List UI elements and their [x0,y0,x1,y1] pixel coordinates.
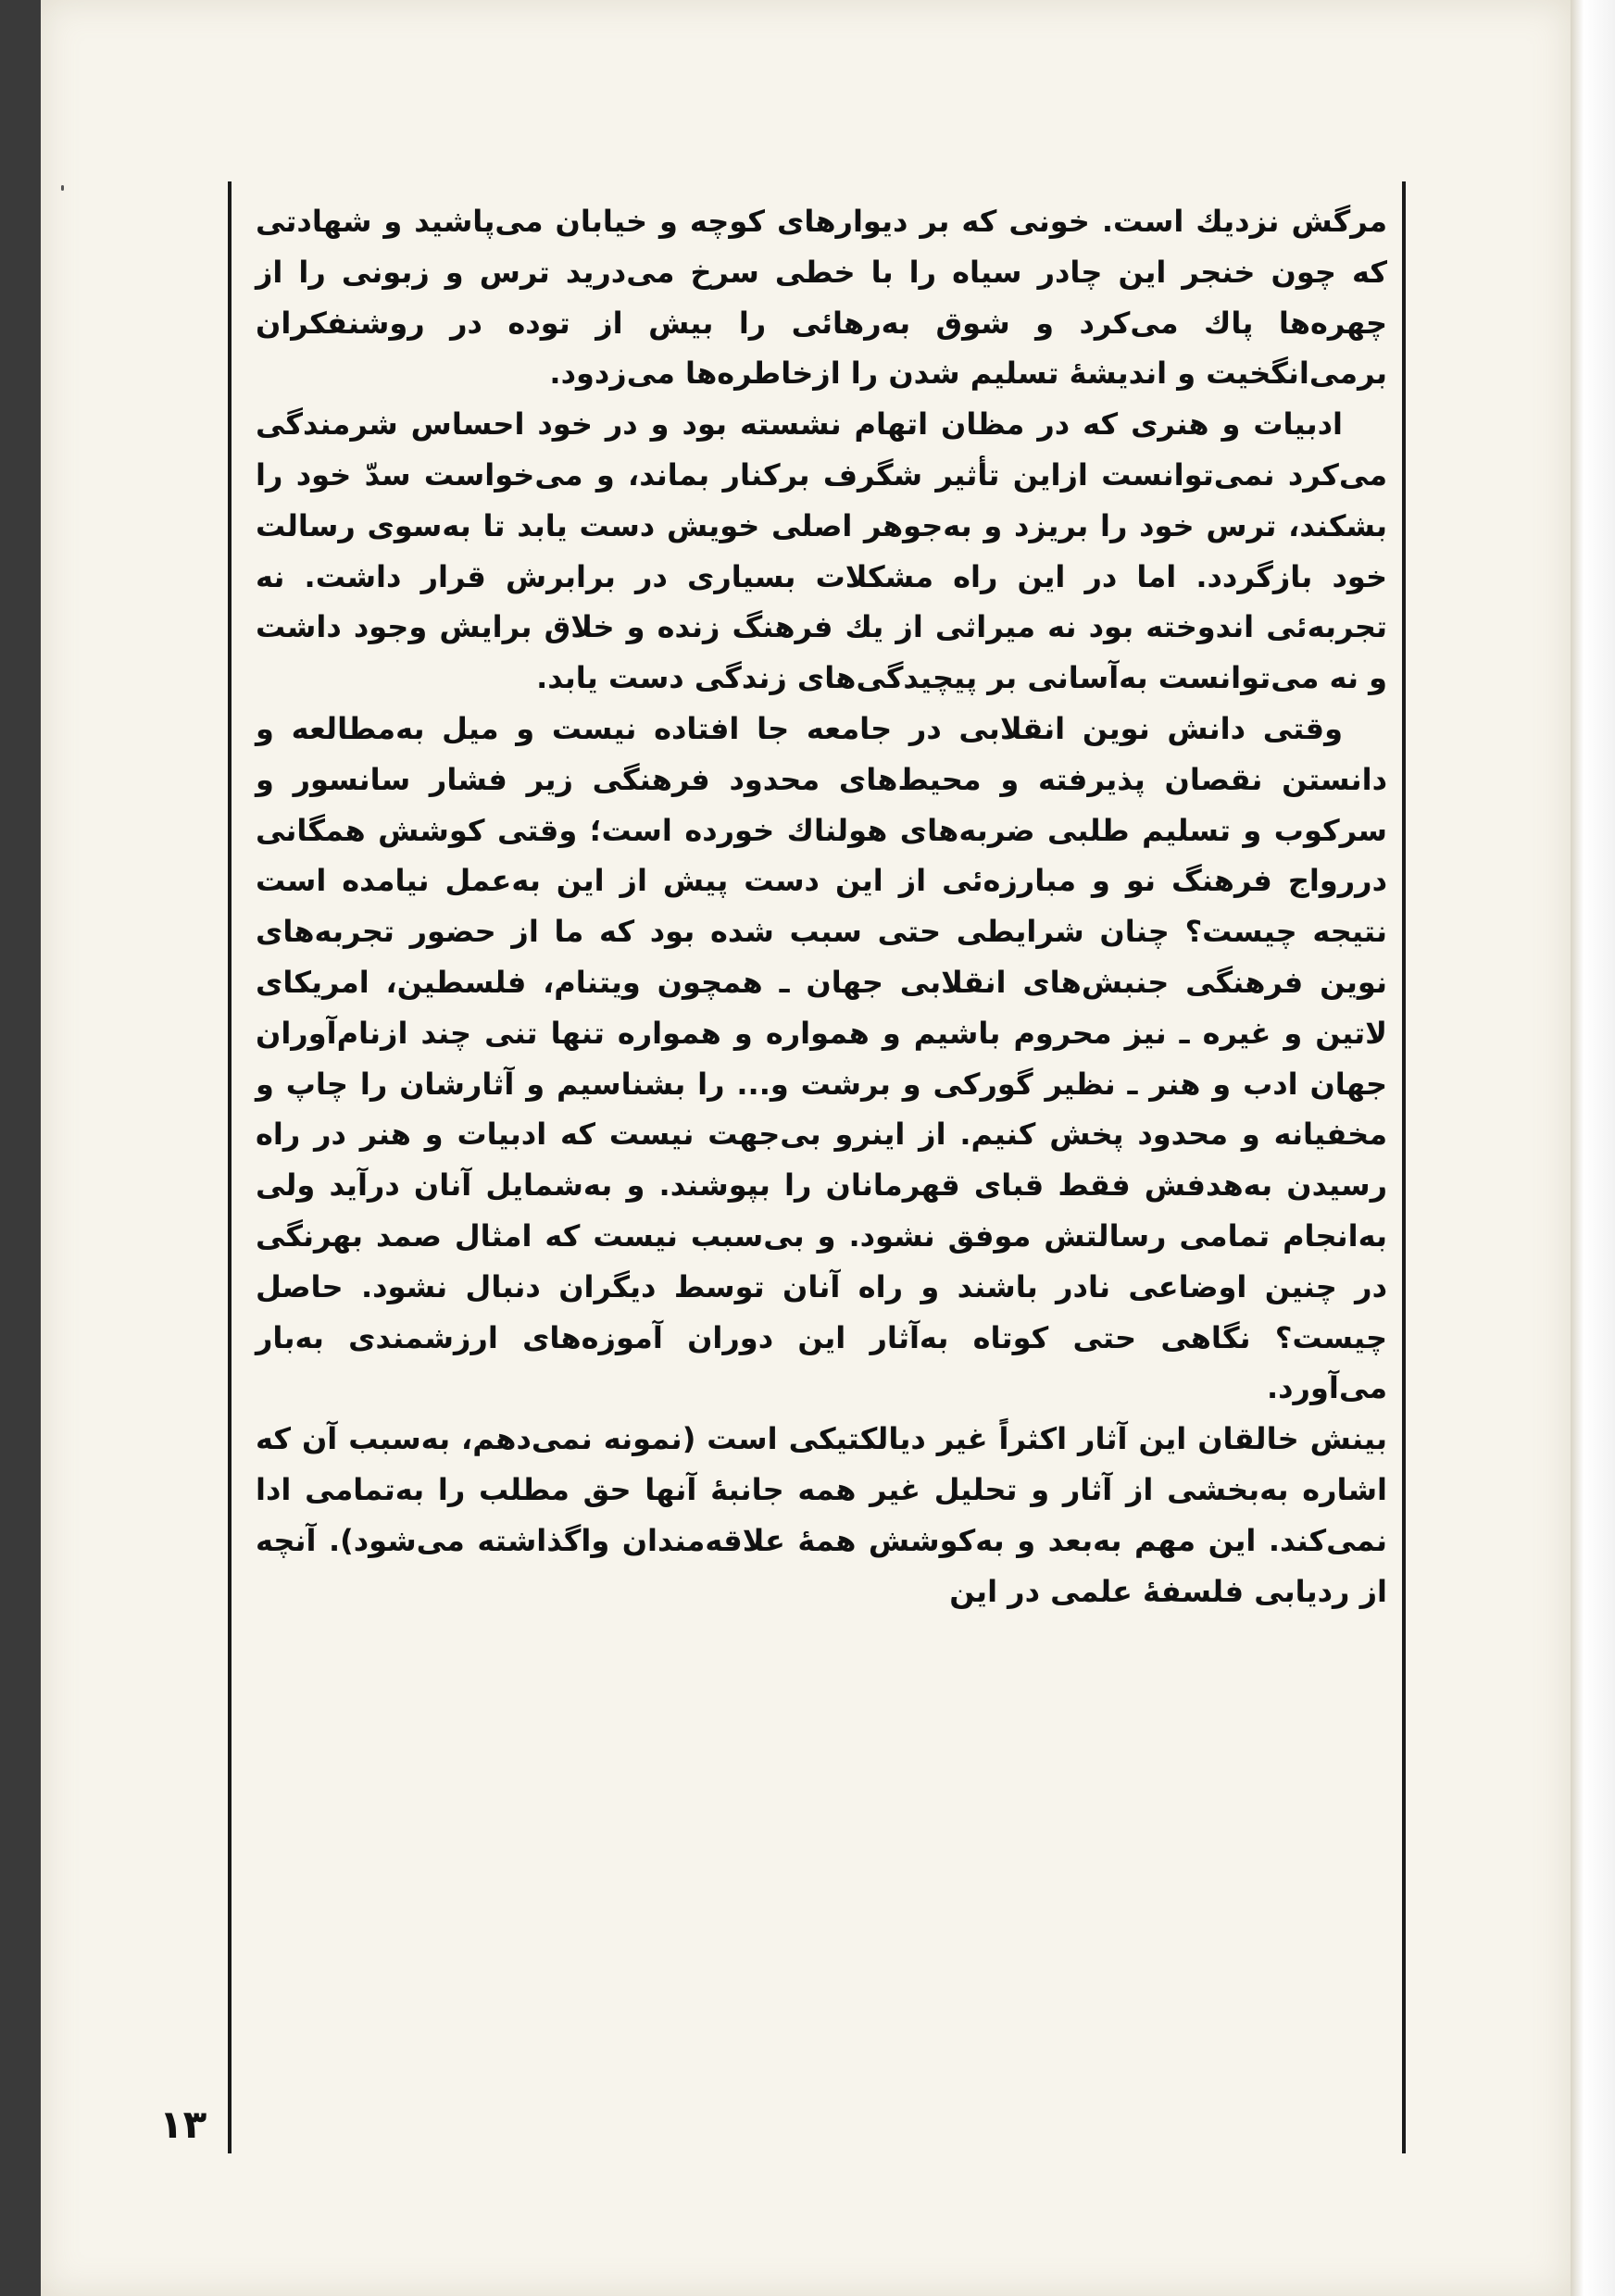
paragraph-1: مرگش نزديك است. خونى كه بر ديوارهاى كوچه و خيابان مى‌پاشيد و شهادتى كه چون خنجر اين چادر سياه را با خطى سرخ مى‌دريد ترس و زبونى را از چهره‌ها پاك مى‌كرد و شوق به‌رهائى را بيش از توده در روشنفكران برمى‌انگخيت و انديشهٔ تسليم شدن را ازخاطره‌ها مى‌زدود. [256,204,1387,392]
column-rule-right [1402,181,1406,2153]
page-number: ۱۳ [159,2102,207,2147]
paragraph-2: ادبيات و هنرى كه در مظان اتهام نشسته بود و در خود احساس شرمندگى مى‌كرد نمى‌توانست ازاين تأثير شگرف بركنار بماند، و مى‌خواست سدّ خود را بشكند، ترس خود را بريزد و به‌جوهر اصلى خويش دست يابد تا به‌سوى رسالت خود بازگردد. اما در اين راه مشكلات بسيارى در برابرش قرار داشت. نه تجربه‌ئى اندوخته بود نه ميراثى از يك فرهنگ زنده و خلاق برايش وجود داشت و نه مى‌توانست به‌آسانى بر پيچيدگى‌هاى زندگى دست يابد. [256,406,1387,696]
paragraph-4: بينش خالقان اين آثار اكثراً غير ديالكتيكى است (نمونه نمى‌دهم، به‌سبب آن كه اشاره به‌بخشى از آثار و تحليل غير همه جانبهٔ آنها حق مطلب را به‌تمامى ادا نمى‌كند. اين مهم به‌بعد و به‌كوشش همهٔ علاقه‌مندان واگذاشته مى‌شود). آنچه از رديابى فلسفهٔ علمى در اين [256,1421,1387,1609]
page-edge [1571,0,1615,2296]
text-column [256,196,1387,1616]
paragraph-3: وقتى دانش نوين انقلابى در جامعه جا افتاده نيست و ميل به‌مطالعه و دانستن نقصان پذيرفته و محيط‌هاى محدود فرهنگى زير فشار سانسور و سركوب و تسليم طلبى ضربه‌هاى هولناك خورده است؛ وقتى كوشش همگانى دررواج فرهنگ نو و مبارزه‌ئى از اين دست پيش از اين به‌عمل نيامده است نتيجه چيست؟ چنان شرايطى حتى سبب شده بود كه ما از حضور تجربه‌هاى نوين فرهنگى جنبش‌هاى انقلابى جهان ـ همچون ويتنام، فلسطين، امريكاى لاتين و غيره ـ نيز محروم باشيم و همواره و همواره تنها تنى چند ازنام‌آوران جهان ادب و هنر ـ نظير گوركى و برشت و... را بشناسيم و آثارشان را چاپ و مخفيانه و محدود پخش كنيم. از اينرو بى‌جهت نيست كه ادبيات و هنر در راه رسيدن به‌هدفش فقط قباى قهرمانان را بپوشند. و به‌شمايل آنان درآيد ولى به‌انجام تمامى رسالتش موفق نشود. و بى‌سبب نيست كه امثال صمد بهرنگى در چنين اوضاعى نادر باشند و راه آنان توسط ديگران دنبال نشود. حاصل چيست؟ نگاهى حتى كوتاه به‌آثار اين دوران آموزه‌هاى ارزشمندى به‌بار مى‌آورد. [256,710,1387,1406]
column-rule-left [228,181,232,2153]
ink-speck [61,185,64,191]
